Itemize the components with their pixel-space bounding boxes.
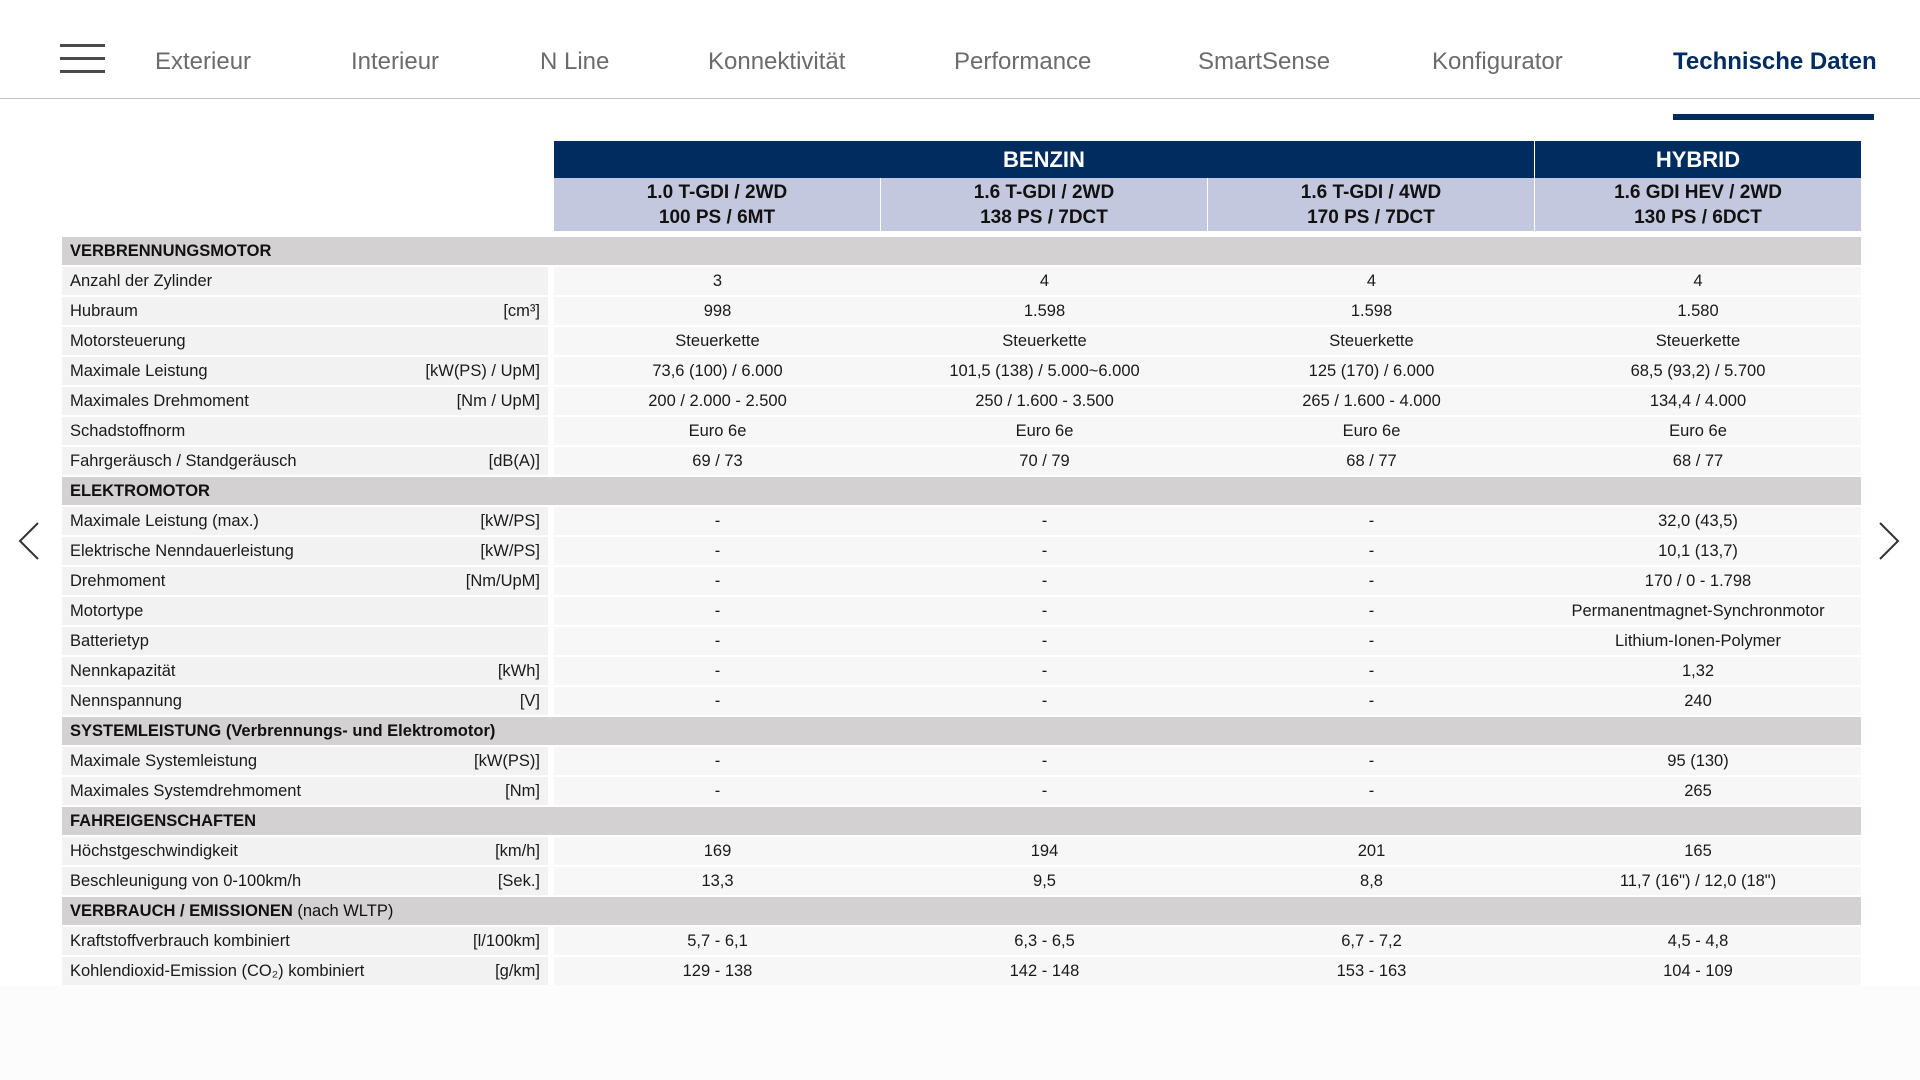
table-row — [62, 837, 1861, 865]
row-label-cell — [62, 747, 548, 775]
row-label-cell — [62, 687, 548, 715]
value-cell: - — [1208, 597, 1535, 625]
value-cell: 1,32 — [1535, 657, 1861, 685]
row-label: Kraftstoffverbrauch kombiniert — [70, 932, 290, 950]
section-title: FAHREIGENSCHAFTEN — [70, 812, 257, 830]
table-row — [62, 657, 1861, 685]
value-cell: 68 / 77 — [1535, 447, 1861, 475]
row-unit: [l/100km] — [473, 932, 540, 950]
value-cell: 68 / 77 — [1208, 447, 1535, 475]
value-cell: 170 / 0 - 1.798 — [1535, 567, 1861, 595]
variant-power: 170 PS / 7DCT — [1307, 207, 1435, 228]
value-cell: - — [1208, 747, 1535, 775]
value-cell: 11,7 (16") / 12,0 (18") — [1535, 867, 1861, 895]
value-cell: Steuerkette — [881, 327, 1208, 355]
value-cell: 95 (130) — [1535, 747, 1861, 775]
table-row — [62, 447, 1861, 475]
value-cell: - — [881, 747, 1208, 775]
value-cell: 4 — [1535, 267, 1861, 295]
value-cell: - — [1208, 777, 1535, 805]
value-cell: 8,8 — [1208, 867, 1535, 895]
section-title: VERBRAUCH / EMISSIONEN — [70, 902, 293, 920]
value-cell: 6,3 - 6,5 — [881, 927, 1208, 955]
value-cell: - — [881, 687, 1208, 715]
value-cell: Steuerkette — [554, 327, 881, 355]
table-row — [62, 567, 1861, 595]
table-row — [62, 597, 1861, 625]
table-row — [62, 297, 1861, 325]
row-label: Motortype — [70, 602, 144, 620]
variant-power: 130 PS / 6DCT — [1634, 207, 1762, 228]
nav-exterieur[interactable]: Exterieur — [155, 48, 252, 75]
hamburger-menu-icon[interactable] — [60, 44, 105, 74]
row-label-cell — [62, 627, 548, 655]
row-unit: [V] — [519, 692, 540, 710]
value-cell: 134,4 / 4.000 — [1535, 387, 1861, 415]
table-row — [62, 267, 1861, 295]
section-header — [62, 477, 1861, 505]
table-row — [62, 537, 1861, 565]
value-cell: 4 — [881, 267, 1208, 295]
value-cell: 265 — [1535, 777, 1861, 805]
group-header-benzin: BENZIN — [554, 141, 1534, 178]
value-cell: - — [881, 597, 1208, 625]
value-cell: 1.580 — [1535, 297, 1861, 325]
table-row — [62, 417, 1861, 445]
value-cell: 200 / 2.000 - 2.500 — [554, 387, 881, 415]
value-cell: - — [554, 657, 881, 685]
next-arrow-icon[interactable] — [1876, 520, 1902, 562]
row-label-cell — [62, 507, 548, 535]
row-label-cell — [62, 597, 548, 625]
value-cell: - — [1208, 627, 1535, 655]
value-cell: 998 — [554, 297, 881, 325]
value-cell: 5,7 - 6,1 — [554, 927, 881, 955]
nav-interieur[interactable]: Interieur — [351, 48, 440, 75]
value-cell: 125 (170) / 6.000 — [1208, 357, 1535, 385]
row-label: Kohlendioxid-Emission (CO₂) kombiniert — [70, 962, 365, 980]
value-cell: 69 / 73 — [554, 447, 881, 475]
value-cell: - — [554, 567, 881, 595]
row-label: Elektrische Nenndauerleistung — [70, 542, 294, 560]
value-cell: Euro 6e — [1208, 417, 1535, 445]
row-label-cell — [62, 417, 548, 445]
value-cell: Euro 6e — [1535, 417, 1861, 445]
value-cell: 13,3 — [554, 867, 881, 895]
variant-header — [881, 178, 1207, 231]
table-row — [62, 957, 1861, 985]
nav-n-line[interactable]: N Line — [540, 48, 610, 75]
value-cell: - — [554, 747, 881, 775]
group-header-hybrid: HYBRID — [1535, 141, 1861, 178]
row-label-cell — [62, 297, 548, 325]
value-cell: 129 - 138 — [554, 957, 881, 985]
row-label: Fahrgeräusch / Standgeräusch — [70, 452, 297, 470]
nav-konfigurator[interactable]: Konfigurator — [1432, 48, 1563, 75]
table-row — [62, 327, 1861, 355]
section-title: SYSTEMLEISTUNG (Verbrennungs- und Elektromotor) — [70, 722, 496, 740]
value-cell: 68,5 (93,2) / 5.700 — [1535, 357, 1861, 385]
row-unit: [kW/PS] — [480, 542, 540, 560]
row-label: Hubraum — [70, 302, 138, 320]
variant-header — [554, 178, 880, 231]
value-cell: Euro 6e — [554, 417, 881, 445]
row-unit: [g/km] — [495, 962, 540, 980]
row-label: Schadstoffnorm — [70, 422, 186, 440]
row-label-cell — [62, 447, 548, 475]
row-label: Maximale Leistung (max.) — [70, 512, 259, 530]
section-header — [62, 897, 1861, 925]
table-row — [62, 927, 1861, 955]
row-label-cell — [62, 837, 548, 865]
value-cell: - — [1208, 687, 1535, 715]
row-unit: [Sek.] — [497, 872, 540, 890]
variant-engine: 1.6 T-GDI / 2WD — [973, 182, 1115, 203]
table-row — [62, 627, 1861, 655]
variant-engine: 1.6 T-GDI / 4WD — [1300, 182, 1442, 203]
row-label-cell — [62, 957, 548, 985]
row-label: Maximale Leistung — [70, 362, 208, 380]
variant-engine: 1.0 T-GDI / 2WD — [646, 182, 788, 203]
value-cell: Lithium-Ionen-Polymer — [1535, 627, 1861, 655]
table-row — [62, 387, 1861, 415]
row-label: Nennspannung — [70, 692, 182, 710]
nav-technische-daten[interactable]: Technische Daten — [1673, 48, 1877, 75]
row-unit: [kWh] — [497, 662, 540, 680]
value-cell: 142 - 148 — [881, 957, 1208, 985]
value-cell: Permanentmagnet-Synchronmotor — [1535, 597, 1861, 625]
row-label: Beschleunigung von 0-100km/h — [70, 872, 302, 890]
value-cell: - — [554, 597, 881, 625]
value-cell: Steuerkette — [1535, 327, 1861, 355]
value-cell: - — [1208, 537, 1535, 565]
variant-power: 100 PS / 6MT — [658, 207, 776, 228]
variant-header — [1535, 178, 1861, 231]
row-label-cell — [62, 657, 548, 685]
value-cell: 265 / 1.600 - 4.000 — [1208, 387, 1535, 415]
value-cell: - — [1208, 507, 1535, 535]
table-row — [62, 867, 1861, 895]
row-label: Maximale Systemleistung — [70, 752, 258, 770]
value-cell: 4 — [1208, 267, 1535, 295]
value-cell: Euro 6e — [881, 417, 1208, 445]
nav-konnektivitaet[interactable]: Konnektivität — [708, 48, 846, 75]
row-unit: [kW(PS)] — [474, 752, 540, 770]
value-cell: 70 / 79 — [881, 447, 1208, 475]
value-cell: 240 — [1535, 687, 1861, 715]
nav-performance[interactable]: Performance — [954, 48, 1092, 75]
section-note: (nach WLTP) — [297, 902, 394, 920]
variant-power: 138 PS / 7DCT — [980, 207, 1108, 228]
row-label-cell — [62, 537, 548, 565]
table-row — [62, 687, 1861, 715]
row-label: Drehmoment — [70, 572, 166, 590]
row-unit: [Nm] — [505, 782, 540, 800]
row-unit: [cm³] — [503, 302, 540, 320]
value-cell: 101,5 (138) / 5.000~6.000 — [881, 357, 1208, 385]
active-tab-indicator — [1673, 114, 1874, 120]
row-label-cell — [62, 867, 548, 895]
value-cell: - — [554, 537, 881, 565]
value-cell: 10,1 (13,7) — [1535, 537, 1861, 565]
value-cell: 201 — [1208, 837, 1535, 865]
row-unit: [kW(PS) / UpM] — [425, 362, 540, 380]
section-header — [62, 807, 1861, 835]
value-cell: - — [554, 687, 881, 715]
value-cell: Steuerkette — [1208, 327, 1535, 355]
value-cell: - — [1208, 657, 1535, 685]
table-row — [62, 357, 1861, 385]
value-cell: - — [1208, 567, 1535, 595]
row-label: Nennkapazität — [70, 662, 176, 680]
row-label: Maximales Drehmoment — [70, 392, 249, 410]
section-header — [62, 237, 1861, 265]
row-unit: [Nm / UpM] — [456, 392, 540, 410]
nav-smartsense[interactable]: SmartSense — [1198, 48, 1331, 75]
row-label: Batterietyp — [70, 632, 149, 650]
value-cell: 1.598 — [881, 297, 1208, 325]
row-label: Motorsteuerung — [70, 332, 186, 350]
value-cell: - — [881, 777, 1208, 805]
value-cell: 194 — [881, 837, 1208, 865]
value-cell: - — [554, 507, 881, 535]
row-label-cell — [62, 777, 548, 805]
value-cell: - — [881, 657, 1208, 685]
row-label-cell — [62, 567, 548, 595]
section-header — [62, 717, 1861, 745]
value-cell: 6,7 - 7,2 — [1208, 927, 1535, 955]
row-unit: [kW/PS] — [480, 512, 540, 530]
value-cell: - — [881, 567, 1208, 595]
value-cell: 73,6 (100) / 6.000 — [554, 357, 881, 385]
table-row — [62, 777, 1861, 805]
row-label-cell — [62, 927, 548, 955]
row-unit: [km/h] — [495, 842, 540, 860]
value-cell: 4,5 - 4,8 — [1535, 927, 1861, 955]
value-cell: 32,0 (43,5) — [1535, 507, 1861, 535]
row-label-cell — [62, 267, 548, 295]
row-label: Anzahl der Zylinder — [70, 272, 213, 290]
value-cell: 165 — [1535, 837, 1861, 865]
value-cell: - — [554, 627, 881, 655]
value-cell: - — [881, 507, 1208, 535]
value-cell: 169 — [554, 837, 881, 865]
row-unit: [Nm/UpM] — [465, 572, 540, 590]
top-navigation — [0, 0, 1920, 99]
section-title: VERBRENNUNGSMOTOR — [70, 242, 272, 260]
variant-header — [1208, 178, 1534, 231]
value-cell: - — [881, 537, 1208, 565]
value-cell: - — [554, 777, 881, 805]
row-label-cell — [62, 357, 548, 385]
table-row — [62, 747, 1861, 775]
variant-engine: 1.6 GDI HEV / 2WD — [1614, 182, 1782, 203]
value-cell: 104 - 109 — [1535, 957, 1861, 985]
row-label-cell — [62, 387, 548, 415]
section-title: ELEKTROMOTOR — [70, 482, 210, 500]
page-bottom-area — [0, 985, 1920, 1080]
row-label: Höchstgeschwindigkeit — [70, 842, 238, 860]
value-cell: 3 — [554, 267, 881, 295]
value-cell: - — [881, 627, 1208, 655]
row-label: Maximales Systemdrehmoment — [70, 782, 302, 800]
table-row — [62, 507, 1861, 535]
value-cell: 250 / 1.600 - 3.500 — [881, 387, 1208, 415]
value-cell: 153 - 163 — [1208, 957, 1535, 985]
value-cell: 9,5 — [881, 867, 1208, 895]
row-unit: [dB(A)] — [488, 452, 540, 470]
previous-arrow-icon[interactable] — [16, 520, 42, 562]
value-cell: 1.598 — [1208, 297, 1535, 325]
row-label-cell — [62, 327, 548, 355]
